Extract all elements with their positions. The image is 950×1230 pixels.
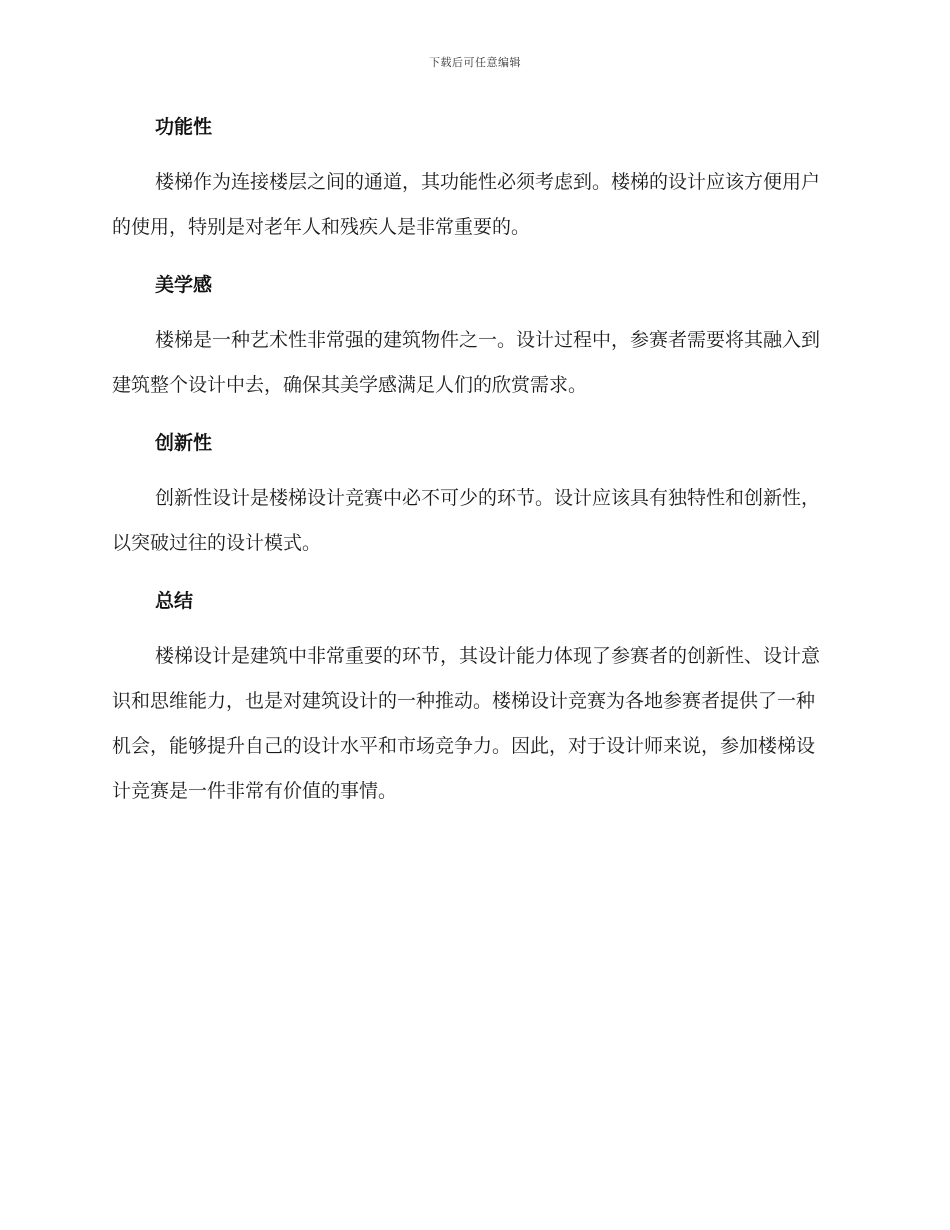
section-heading: 美学感 xyxy=(155,274,213,296)
section-paragraph: 楼梯作为连接楼层之间的通道，其功能性必须考虑到。楼梯的设计应该方便用户的使用，特别是对老年人和残疾人是非常重要的。 xyxy=(112,171,821,238)
section-heading: 功能性 xyxy=(155,116,213,138)
document-body xyxy=(112,104,832,826)
section-paragraph: 创新性设计是楼梯设计竞赛中必不可少的环节。设计应该具有独特性和创新性，以突破过往的设计模式。 xyxy=(112,487,821,554)
section-paragraph: 楼梯是一种艺术性非常强的建筑物件之一。设计过程中，参赛者需要将其融入到建筑整个设计中去，确保其美学感满足人们的欣赏需求。 xyxy=(112,329,821,396)
section-heading: 总结 xyxy=(155,590,194,612)
section-heading: 创新性 xyxy=(155,432,213,454)
section-aesthetics xyxy=(112,262,832,408)
section-paragraph: 楼梯设计是建筑中非常重要的环节，其设计能力体现了参赛者的创新性、设计意识和思维能力，也是对建筑设计的一种推动。楼梯设计竞赛为各地参赛者提供了一种机会，能够提升自己的设计水平和市场竞争力。因此，对于设计师来说，参加楼梯设计竞赛是一件非常有价值的事情。 xyxy=(112,645,821,802)
page-header: 下载后可任意编辑 xyxy=(429,56,521,69)
section-summary xyxy=(112,578,832,814)
section-innovation xyxy=(112,420,832,566)
section-functionality xyxy=(112,104,832,250)
